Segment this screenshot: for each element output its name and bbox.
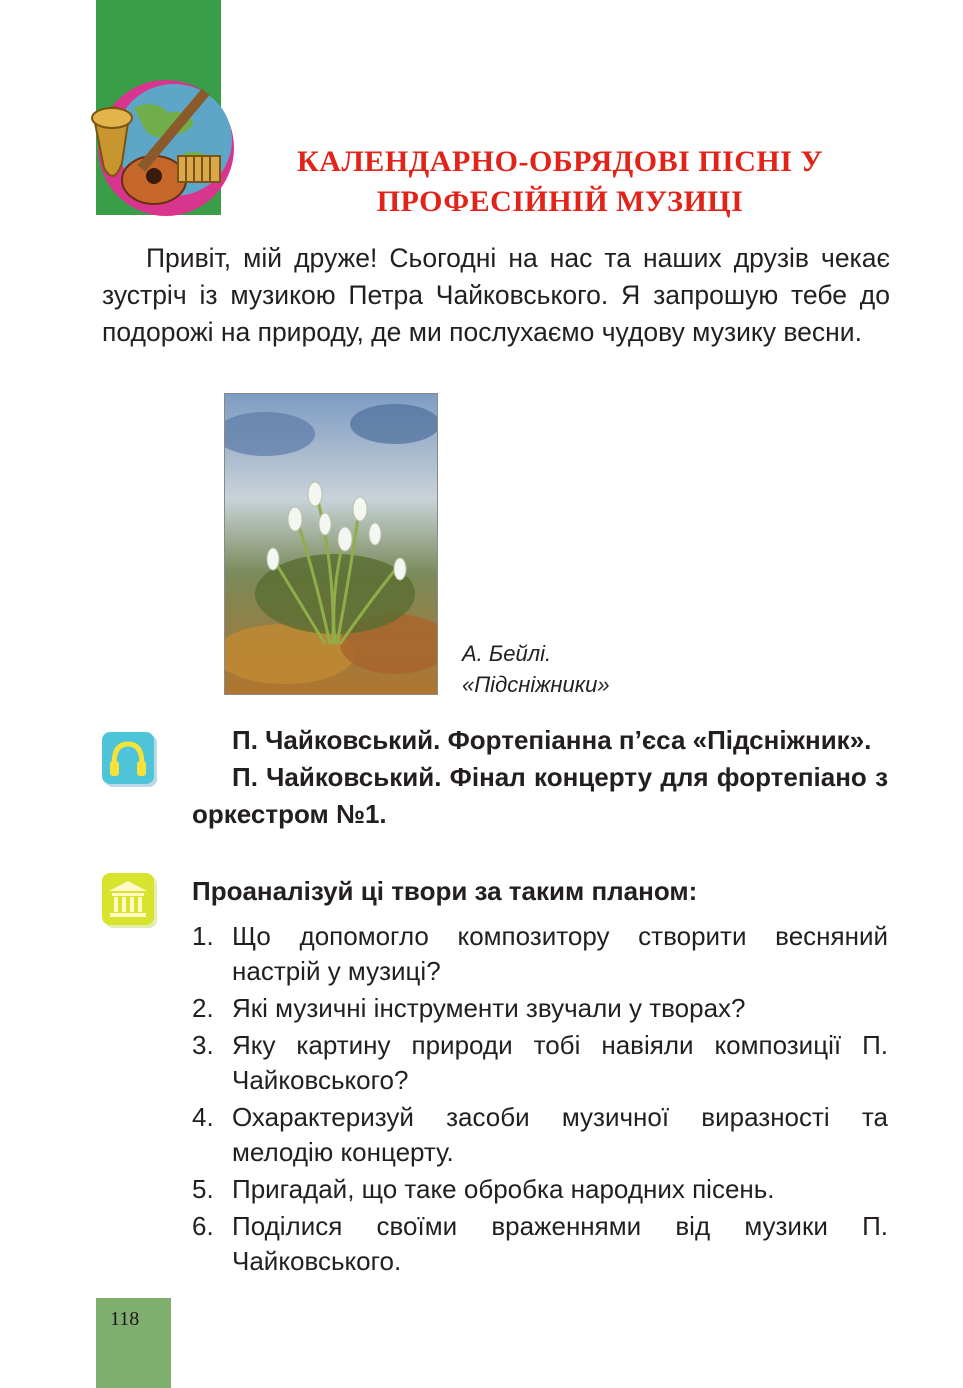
snowdrops-painting [224, 393, 438, 695]
question-text: Охарактеризуй засоби музичної виразності та мелодію концерту. [232, 1102, 888, 1167]
caption-author: А. Бейлі. [462, 641, 552, 666]
question-number: 2. [192, 993, 214, 1023]
question-number: 3. [192, 1030, 214, 1060]
question-item [192, 919, 888, 989]
intro-text: Привіт, мій друже! Сьогодні на нас та наших друзів чекає зустріч із музикою Петра Чайковського. Я запрошую тебе до подорожі на природу, де ми послухаємо чудову музику весни. [102, 243, 890, 347]
question-text: Яку картину природи тобі навіяли композиції П. Чайковського? [232, 1030, 888, 1095]
museum-icon [102, 873, 158, 929]
question-item [192, 1172, 888, 1207]
question-number: 6. [192, 1211, 214, 1241]
question-number: 4. [192, 1102, 214, 1132]
work-1: П. Чайковський. Фортепіанна п’єса «Підсніжник». [232, 725, 872, 755]
page-number: 118 [110, 1308, 140, 1330]
caption-title: «Підсніжники» [462, 672, 610, 697]
question-item [192, 1028, 888, 1098]
question-number: 1. [192, 921, 214, 951]
question-text: Що допомогло композитору створити весняний настрій у музиці? [232, 921, 888, 986]
question-number: 5. [192, 1174, 214, 1204]
question-item [192, 991, 888, 1026]
task-heading: Проаналізуй ці твори за таким планом: [192, 876, 698, 906]
painting-caption [462, 638, 610, 700]
question-text: Поділися своїми враженнями від музики П. Чайковського. [232, 1211, 888, 1276]
question-item [192, 1100, 888, 1170]
title-line-2: ПРОФЕСІЙНІЙ МУЗИЦІ [376, 185, 744, 218]
music-instruments-emblem [74, 68, 244, 218]
question-text: Які музичні інструменти звучали у творах? [232, 993, 746, 1023]
page-title [250, 142, 870, 222]
work-2: П. Чайковський. Фінал концерту для фортепіано з оркестром №1. [192, 762, 888, 829]
question-text: Пригадай, що таке обробка народних пісень. [232, 1174, 775, 1204]
headphones-icon [102, 732, 158, 788]
question-item [192, 1209, 888, 1279]
listening-works [192, 722, 888, 833]
intro-paragraph [102, 240, 890, 351]
question-list [192, 919, 888, 1281]
title-line-1: КАЛЕНДАРНО-ОБРЯДОВІ ПІСНІ У [297, 145, 823, 178]
